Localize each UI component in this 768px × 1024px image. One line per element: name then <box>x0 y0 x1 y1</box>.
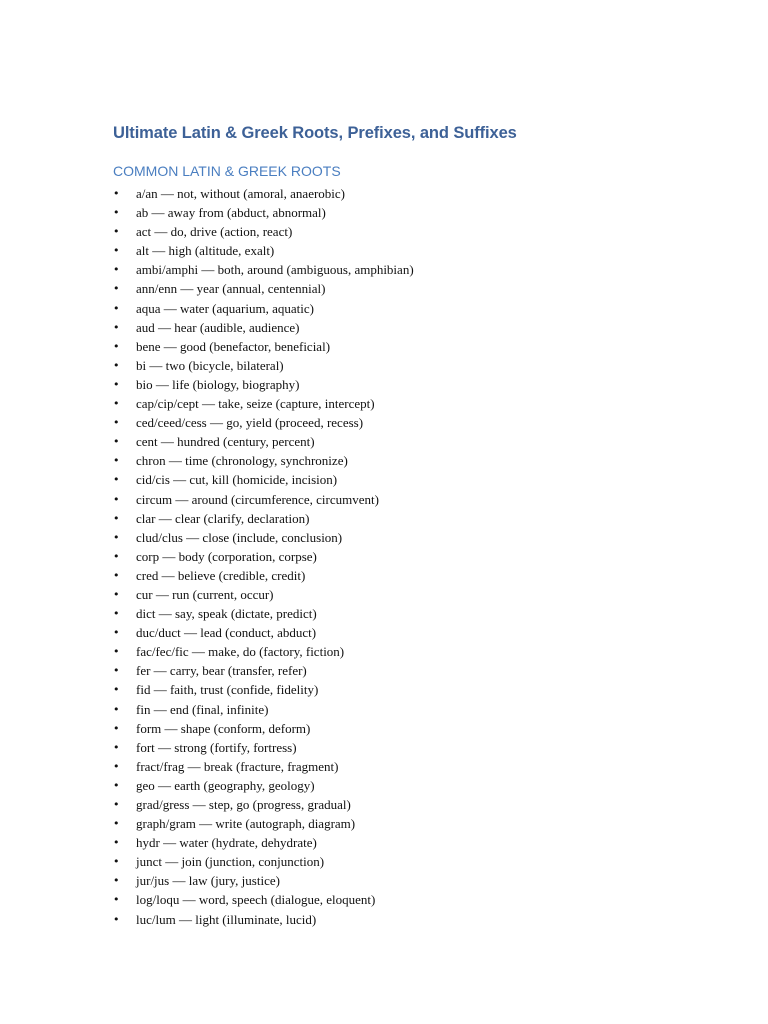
list-item <box>113 375 414 394</box>
root-entry-text: circum — around (circumference, circumvent) <box>136 491 379 507</box>
bullet-icon: • <box>113 320 120 334</box>
roots-list <box>113 184 414 929</box>
bullet-icon: • <box>113 397 120 411</box>
list-item <box>113 623 414 642</box>
root-entry-text: act — do, drive (action, react) <box>136 224 293 240</box>
root-entry-text: graph/gram — write (autograph, diagram) <box>136 816 356 832</box>
list-item <box>113 299 414 318</box>
list-item <box>113 184 414 203</box>
bullet-icon: • <box>113 358 120 372</box>
list-item <box>113 642 414 661</box>
list-item <box>113 700 414 719</box>
bullet-icon: • <box>113 263 120 277</box>
list-item <box>113 719 414 738</box>
bullet-icon: • <box>113 607 120 621</box>
bullet-icon: • <box>113 225 120 239</box>
bullet-icon: • <box>113 664 120 678</box>
list-item <box>113 757 414 776</box>
root-entry-text: jur/jus — law (jury, justice) <box>136 873 280 889</box>
bullet-icon: • <box>113 683 120 697</box>
root-entry-text: fin — end (final, infinite) <box>136 701 269 717</box>
list-item <box>113 852 414 871</box>
root-entry-text: form — shape (conform, deform) <box>136 720 311 736</box>
list-item <box>113 451 414 470</box>
bullet-icon: • <box>113 645 120 659</box>
list-item <box>113 661 414 680</box>
root-entry-text: luc/lum — light (illuminate, lucid) <box>136 911 317 927</box>
bullet-icon: • <box>113 836 120 850</box>
root-entry-text: dict — say, speak (dictate, predict) <box>136 606 317 622</box>
bullet-icon: • <box>113 740 120 754</box>
bullet-icon: • <box>113 568 120 582</box>
list-item <box>113 547 414 566</box>
root-entry-text: cap/cip/cept — take, seize (capture, intercept) <box>136 396 375 412</box>
root-entry-text: fid — faith, trust (confide, fidelity) <box>136 682 319 698</box>
list-item <box>113 356 414 375</box>
list-item <box>113 566 414 585</box>
root-entry-text: junct — join (junction, conjunction) <box>136 854 325 870</box>
bullet-icon: • <box>113 702 120 716</box>
bullet-icon: • <box>113 435 120 449</box>
list-item <box>113 738 414 757</box>
bullet-icon: • <box>113 817 120 831</box>
list-item <box>113 260 414 279</box>
list-item <box>113 814 414 833</box>
bullet-icon: • <box>113 244 120 258</box>
root-entry-text: fort — strong (fortify, fortress) <box>136 739 297 755</box>
root-entry-text: ab — away from (abduct, abnormal) <box>136 205 326 221</box>
root-entry-text: cur — run (current, occur) <box>136 586 274 602</box>
list-item <box>113 795 414 814</box>
root-entry-text: corp — body (corporation, corpse) <box>136 548 317 564</box>
root-entry-text: a/an — not, without (amoral, anaerobic) <box>136 186 346 201</box>
root-entry-text: bene — good (benefactor, beneficial) <box>136 338 331 354</box>
bullet-icon: • <box>113 282 120 296</box>
list-item <box>113 394 414 413</box>
root-entry-text: ann/enn — year (annual, centennial) <box>136 281 326 297</box>
root-entry-text: ced/ceed/cess — go, yield (proceed, recess) <box>136 415 364 431</box>
root-entry-text: ambi/amphi — both, around (ambiguous, amphibian) <box>136 262 414 278</box>
list-item <box>113 871 414 890</box>
root-entry-text: aqua — water (aquarium, aquatic) <box>136 300 314 316</box>
bullet-icon: • <box>113 301 120 315</box>
root-entry-text: clud/clus — close (include, conclusion) <box>136 529 343 545</box>
list-item <box>113 241 414 260</box>
bullet-icon: • <box>113 874 120 888</box>
root-entry-text: fac/fec/fic — make, do (factory, fiction) <box>136 644 345 660</box>
root-entry-text: fer — carry, bear (transfer, refer) <box>136 663 307 679</box>
list-item <box>113 776 414 795</box>
bullet-icon: • <box>113 778 120 792</box>
bullet-icon: • <box>113 721 120 735</box>
list-item <box>113 833 414 852</box>
bullet-icon: • <box>113 454 120 468</box>
list-item <box>113 432 414 451</box>
bullet-icon: • <box>113 549 120 563</box>
list-item <box>113 585 414 604</box>
list-item <box>113 490 414 509</box>
bullet-icon: • <box>113 912 120 926</box>
root-entry-text: grad/gress — step, go (progress, gradual) <box>136 797 351 812</box>
bullet-icon: • <box>113 626 120 640</box>
root-entry-text: hydr — water (hydrate, dehydrate) <box>136 835 317 851</box>
bullet-icon: • <box>113 855 120 869</box>
list-item <box>113 203 414 222</box>
root-entry-text: cent — hundred (century, percent) <box>136 434 315 450</box>
list-item <box>113 509 414 528</box>
bullet-icon: • <box>113 206 120 220</box>
list-item <box>113 470 414 489</box>
bullet-icon: • <box>113 492 120 506</box>
section-heading: COMMON LATIN & GREEK ROOTS <box>113 163 341 179</box>
root-entry-text: duc/duct — lead (conduct, abduct) <box>136 625 317 641</box>
list-item <box>113 318 414 337</box>
list-item <box>113 413 414 432</box>
list-item <box>113 222 414 241</box>
bullet-icon: • <box>113 530 120 544</box>
list-item <box>113 528 414 547</box>
bullet-icon: • <box>113 798 120 811</box>
root-entry-text: log/loqu — word, speech (dialogue, eloquent) <box>136 892 376 908</box>
bullet-icon: • <box>113 587 120 601</box>
root-entry-text: fract/frag — break (fracture, fragment) <box>136 758 339 774</box>
list-item <box>113 279 414 298</box>
root-entry-text: cred — believe (credible, credit) <box>136 567 306 583</box>
bullet-icon: • <box>113 416 120 430</box>
list-item <box>113 680 414 699</box>
root-entry-text: cid/cis — cut, kill (homicide, incision) <box>136 472 338 488</box>
list-item <box>113 337 414 356</box>
bullet-icon: • <box>113 377 120 391</box>
list-item <box>113 890 414 909</box>
root-entry-text: bi — two (bicycle, bilateral) <box>136 357 284 373</box>
root-entry-text: alt — high (altitude, exalt) <box>136 243 275 259</box>
root-entry-text: aud — hear (audible, audience) <box>136 319 300 335</box>
bullet-icon: • <box>113 473 120 487</box>
bullet-icon: • <box>113 339 120 353</box>
list-item <box>113 604 414 623</box>
bullet-icon: • <box>113 759 120 773</box>
root-entry-text: chron — time (chronology, synchronize) <box>136 453 348 469</box>
bullet-icon: • <box>113 187 120 200</box>
root-entry-text: bio — life (biology, biography) <box>136 376 300 392</box>
bullet-icon: • <box>113 893 120 907</box>
document-title: Ultimate Latin & Greek Roots, Prefixes, and Suffixes <box>113 124 517 142</box>
bullet-icon: • <box>113 511 120 525</box>
root-entry-text: clar — clear (clarify, declaration) <box>136 510 310 526</box>
root-entry-text: geo — earth (geography, geology) <box>136 777 315 793</box>
list-item <box>113 910 414 929</box>
